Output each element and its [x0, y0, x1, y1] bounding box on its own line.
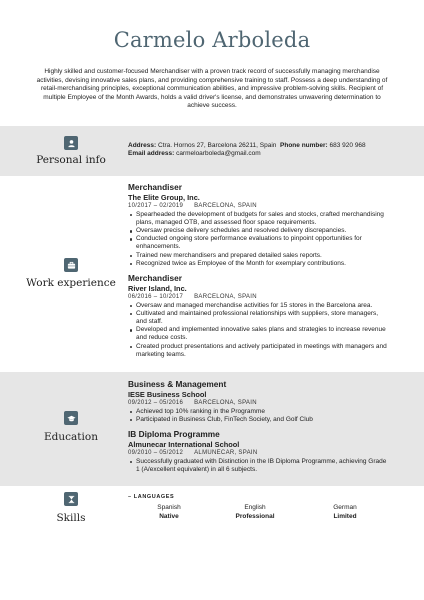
job-meta: [128, 293, 390, 301]
skills-content: [128, 493, 390, 521]
list-item: Successfully graduated with Distinction in the IB Diploma Programme, achieving Grade 1 (A/excellent equivalent) in all 6 subjects.: [128, 458, 390, 474]
job-location: BARCELONA, SPAIN: [194, 203, 257, 210]
language-level: Limited: [333, 513, 357, 521]
phone-value: 683 920 968: [329, 142, 366, 149]
language-name: Spanish: [157, 504, 181, 512]
person-icon: [64, 136, 78, 150]
language-level: Native: [159, 513, 179, 521]
list-item: Created product presentations and actively participated in meetings with managers and marketing teams.: [128, 343, 390, 359]
education-location: ALMUNECAR, SPAIN: [194, 450, 258, 457]
hourglass-icon: [64, 492, 78, 506]
degree-name: IB Diploma Programme: [128, 429, 220, 439]
address-value: Ctra. Hornos 27, Barcelona 26211, Spain: [158, 142, 277, 149]
resume-name: Carmelo Arboleda: [113, 28, 311, 52]
job-meta: [128, 202, 390, 210]
education-dates: 09/2012 – 05/2016: [128, 400, 184, 407]
education-entry: [128, 380, 390, 424]
resume-summary: Highly skilled and customer-focused Merchandiser with a proven track record of successfully managing merchandise activities, devising innovative sales plans, and providing comprehensive training to staff. Possess a deep understanding of retail-merchandising principles, exceptional communication abilities, and impressive problem-solving skills. Recipient of multiple Employee of the Month Awards, holds a valid driver's license, and demonstrates unwavering determination to achieve success.: [36, 68, 388, 110]
education-dates: 09/2010 – 05/2012: [128, 450, 184, 457]
education-section: [0, 372, 424, 486]
education-meta: [128, 399, 390, 407]
list-item: Developed and implemented innovative sales plans and strategies to increase revenue and reduce costs.: [128, 326, 390, 342]
graduation-cap-icon: [64, 411, 78, 425]
language-name: English: [244, 504, 266, 512]
email-label: Email address:: [128, 150, 175, 158]
language-level: Professional: [235, 513, 275, 521]
language-name: German: [333, 504, 357, 512]
work-experience-title: Work experience: [26, 277, 116, 289]
job-location: BARCELONA, SPAIN: [194, 294, 257, 301]
job-company: The Elite Group, Inc.: [128, 192, 200, 202]
list-item: Oversaw precise delivery schedules and resolved delivery discrepancies.: [128, 227, 390, 235]
skills-title: Skills: [56, 512, 86, 524]
job-dates: 06/2016 – 10/2017: [128, 294, 184, 301]
school-name: Almunecar International School: [128, 439, 240, 449]
email-value: carmeloarboleda@gmail.com: [176, 150, 261, 158]
job-bullets: [128, 211, 390, 268]
job-role: Merchandiser: [128, 182, 182, 192]
job-company: River Island, Inc.: [128, 283, 187, 293]
list-item: Achieved top 10% ranking in the Programme: [128, 408, 390, 416]
education-entry: [128, 430, 390, 474]
job-entry: [128, 183, 390, 268]
list-item: Conducted ongoing store performance evaluations to pinpoint opportunities for enhancements.: [128, 235, 390, 251]
job-entry: [128, 274, 390, 359]
work-experience-content: [128, 183, 390, 359]
list-item: Participated in Business Club, FinTech Society, and Golf Club: [128, 416, 390, 424]
phone-label: Phone number:: [280, 142, 328, 149]
personal-info-content: [128, 142, 390, 159]
address-label: Address:: [128, 142, 157, 149]
job-dates: 10/2017 – 02/2019: [128, 203, 184, 210]
skills-section: [0, 486, 424, 546]
education-content: [128, 380, 390, 474]
work-experience-section: [0, 176, 424, 372]
education-meta: [128, 449, 390, 457]
list-item: Cultivated and maintained professional relationships with suppliers, store managers, and staff.: [128, 310, 390, 326]
list-item: Trained new merchandisers and prepared detailed sales reports.: [128, 252, 390, 260]
job-role: Merchandiser: [128, 273, 182, 284]
personal-info-title: Personal info: [36, 154, 106, 166]
languages-grid: [128, 503, 390, 521]
job-bullets: [128, 302, 390, 359]
list-item: Spearheaded the development of budgets for sales and stocks, crafted merchandising plans, managed OTB, and assessed floor space requirements.: [128, 211, 390, 227]
list-item: Oversaw and managed merchandise activities for 15 stores in the Barcelona area.: [128, 302, 390, 310]
education-title: Education: [44, 431, 98, 443]
briefcase-icon: [64, 258, 78, 272]
degree-name: Business & Management: [128, 379, 227, 389]
school-name: IESE Business School: [128, 389, 207, 399]
personal-info-section: [0, 126, 424, 176]
education-bullets: [128, 458, 390, 474]
list-item: Recognized twice as Employee of the Month for exemplary contributions.: [128, 260, 390, 268]
education-bullets: [128, 408, 390, 424]
education-location: BARCELONA, SPAIN: [194, 400, 257, 407]
languages-heading: – LANGUAGES: [128, 494, 175, 500]
